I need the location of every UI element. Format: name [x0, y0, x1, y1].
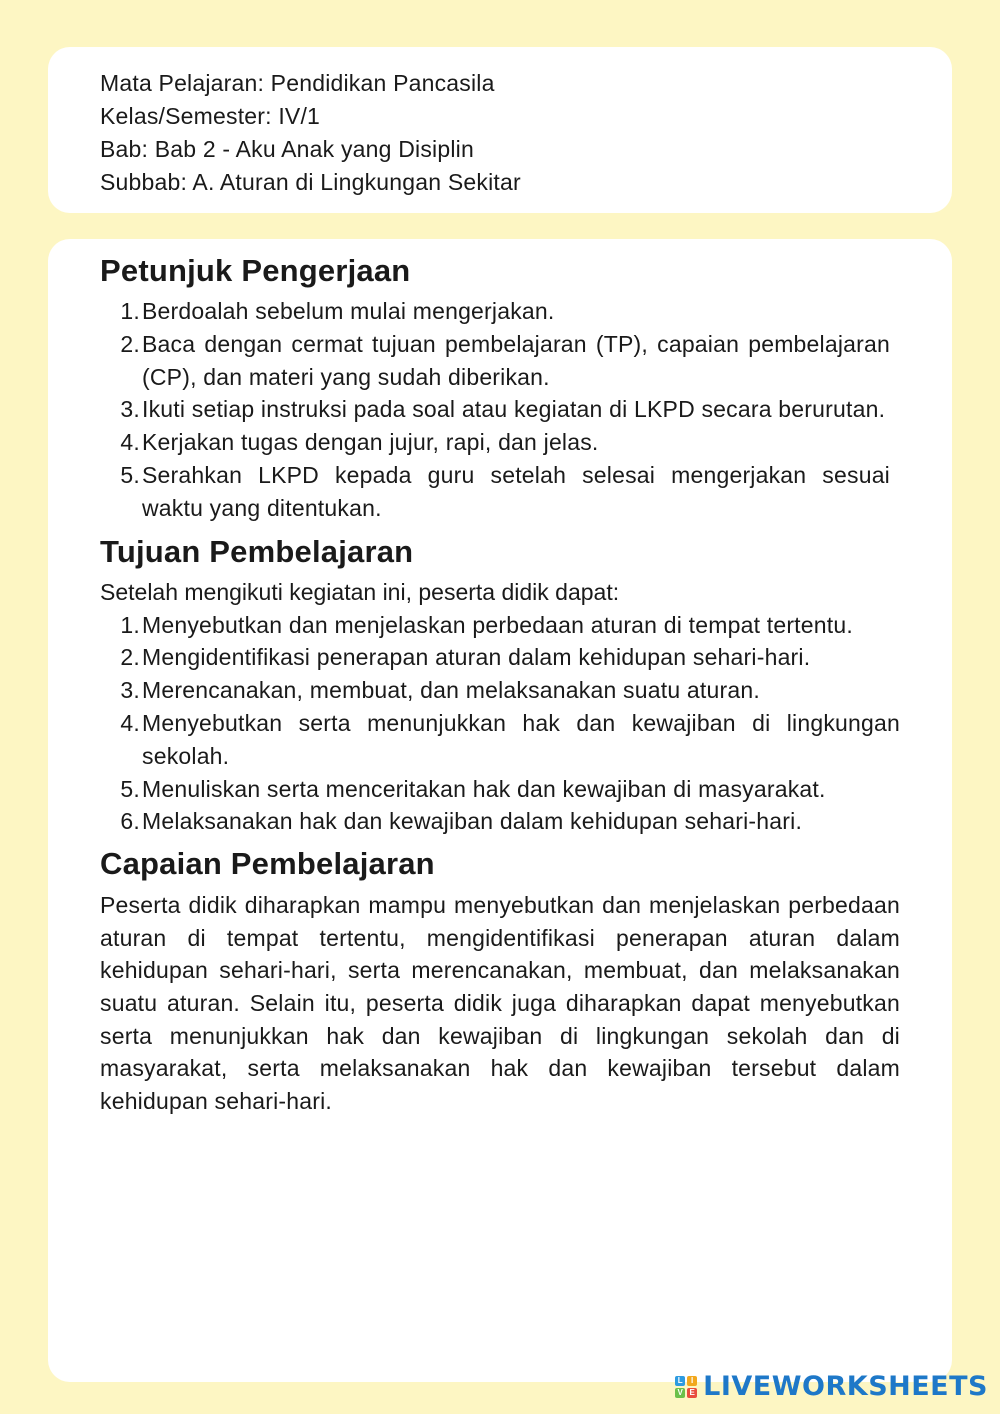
list-item [100, 805, 900, 838]
list-number: 4. [120, 709, 140, 736]
info-card [48, 47, 952, 213]
goals-list [100, 609, 900, 839]
achievement-text: Peserta didik diharapkan mampu menyebutkan dan menjelaskan perbedaan aturan di tempat tertentu, mengidentifikasi penerapan aturan dalam kehidupan sehari-hari, serta merencanakan, membuat, dan melaksanakan suatu aturan. Selain itu, peserta didik juga diharapkan dapat menyebutkan serta menunjukkan hak dan kewajiban di lingkungan sekolah dan di masyarakat, serta melaksanakan hak dan kewajiban tersebut dalam kehidupan sehari-hari. [100, 892, 900, 1114]
list-number: 5. [120, 775, 140, 802]
list-text: Mengidentifikasi penerapan aturan dalam kehidupan sehari-hari. [142, 644, 811, 671]
list-text: Menuliskan serta menceritakan hak dan kewajiban di masyarakat. [142, 775, 826, 802]
list-item [100, 328, 890, 394]
list-item [100, 674, 900, 707]
list-text: Merencanakan, membuat, dan melaksanakan suatu aturan. [142, 677, 760, 704]
list-text: Berdoalah sebelum mulai mengerjakan. [142, 298, 555, 324]
logo-cell: V [675, 1388, 685, 1398]
list-item [100, 393, 890, 426]
liveworksheets-logo[interactable] [675, 1371, 988, 1402]
list-text: Baca dengan cermat tujuan pembelajaran (TP), capaian pembelajaran (CP), dan materi yang sudah diberikan. [142, 330, 890, 390]
goals-intro: Setelah mengikuti kegiatan ini, peserta didik dapat: [100, 578, 620, 605]
list-item [100, 426, 890, 459]
instructions-list [100, 295, 900, 525]
goals-title: Tujuan Pembelajaran [100, 533, 414, 569]
logo-cell: L [675, 1376, 685, 1386]
list-item [100, 707, 900, 773]
list-item [100, 459, 890, 525]
logo-text: LIVEWORKSHEETS [703, 1371, 988, 1402]
instructions-title: Petunjuk Pengerjaan [100, 253, 411, 288]
logo-cell: E [687, 1388, 697, 1398]
logo-cell: I [687, 1376, 697, 1386]
class-semester-line: Kelas/Semester: IV/1 [100, 103, 321, 129]
list-number: 1. [120, 298, 140, 324]
list-number: 3. [120, 677, 140, 704]
list-item [100, 641, 900, 674]
list-text: Serahkan LKPD kepada guru setelah selesai mengerjakan sesuai waktu yang ditentukan. [142, 461, 890, 521]
list-number: 2. [120, 330, 140, 357]
list-item [100, 295, 890, 328]
list-text: Melaksanakan hak dan kewajiban dalam kehidupan sehari-hari. [142, 808, 803, 835]
logo-mark-icon [675, 1376, 697, 1398]
chapter-line: Bab: Bab 2 - Aku Anak yang Disiplin [100, 136, 474, 162]
main-card [48, 239, 952, 1382]
list-text: Menyebutkan serta menunjukkan hak dan kewajiban di lingkungan sekolah. [142, 709, 900, 769]
list-number: 4. [120, 429, 140, 456]
list-number: 5. [120, 461, 140, 488]
achievement-title: Capaian Pembelajaran [100, 846, 435, 882]
list-text: Kerjakan tugas dengan jujur, rapi, dan jelas. [142, 429, 599, 456]
list-number: 6. [120, 808, 140, 835]
list-number: 2. [120, 644, 140, 671]
list-item [100, 773, 900, 806]
subchapter-line: Subbab: A. Aturan di Lingkungan Sekitar [100, 169, 521, 195]
list-text: Menyebutkan dan menjelaskan perbedaan aturan di tempat tertentu. [142, 611, 853, 638]
list-number: 3. [120, 396, 140, 423]
list-number: 1. [120, 611, 140, 638]
list-item [100, 609, 900, 642]
subject-line: Mata Pelajaran: Pendidikan Pancasila [100, 70, 495, 96]
list-text: Ikuti setiap instruksi pada soal atau kegiatan di LKPD secara berurutan. [142, 396, 886, 423]
